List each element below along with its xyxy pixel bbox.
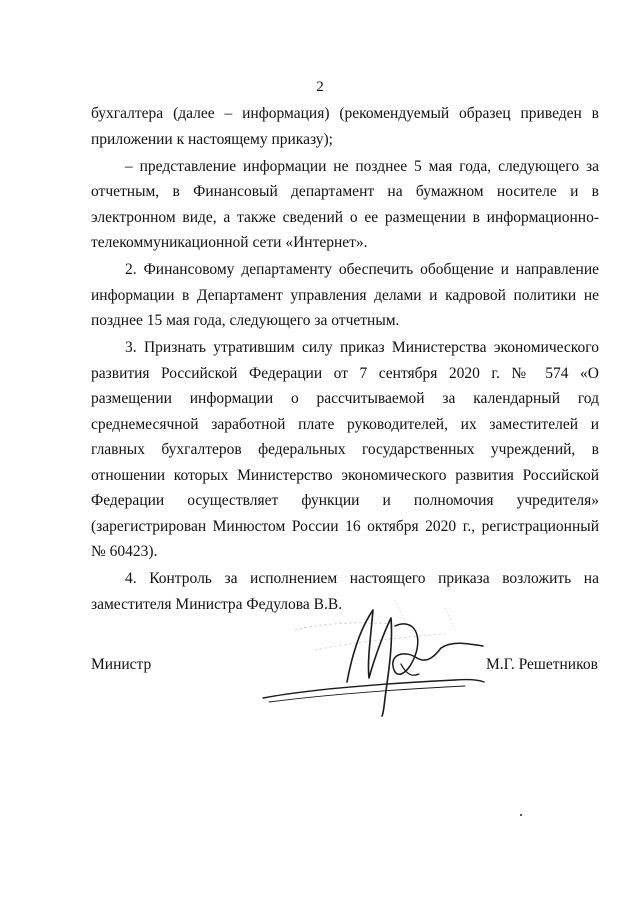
- paragraph: 4. Контроль за исполнением настоящего приказа возложить на заместителя Министра Федулова В.В.: [91, 570, 599, 613]
- paragraph: бухгалтера (далее – информация) (рекомендуемый образец приведен в приложении к настоящему приказу);: [91, 105, 599, 148]
- paragraph: 2. Финансовому департаменту обеспечить обобщение и направление информации в Департамент управления делами и кадровой политики не позднее 15 мая года, следующего за отчетным.: [91, 261, 599, 329]
- signer-title: Министр: [91, 656, 152, 673]
- paragraph: – представление информации не позднее 5 мая года, следующего за отчетным, в Финансовый департамент на бумажном носителе и в электронном виде, а также сведений о ее размещении в информационно-телекоммуникационной сети «Интернет».: [91, 157, 599, 251]
- handwritten-signature: [255, 590, 485, 720]
- signer-name: М.Г. Решетников: [486, 656, 598, 673]
- scan-speck: [520, 814, 522, 816]
- paragraph: 3. Признать утратившим силу приказ Министерства экономического развития Российской Федерации от 7 сентября 2020 г. № 574 «О размещении информации о рассчитываемой за календарный год среднемесячной заработной плате руководителей, их заместителей и главных бухгалтеров федеральных государственных учреждений, в отношении которых Министерство экономического развития Российской Федерации осуществляет функции и полномочия учредителя» (зарегистрирован Минюстом России 16 октября 2020 г., регистрационный № 60423).: [91, 339, 599, 560]
- page-number: 2: [316, 79, 324, 95]
